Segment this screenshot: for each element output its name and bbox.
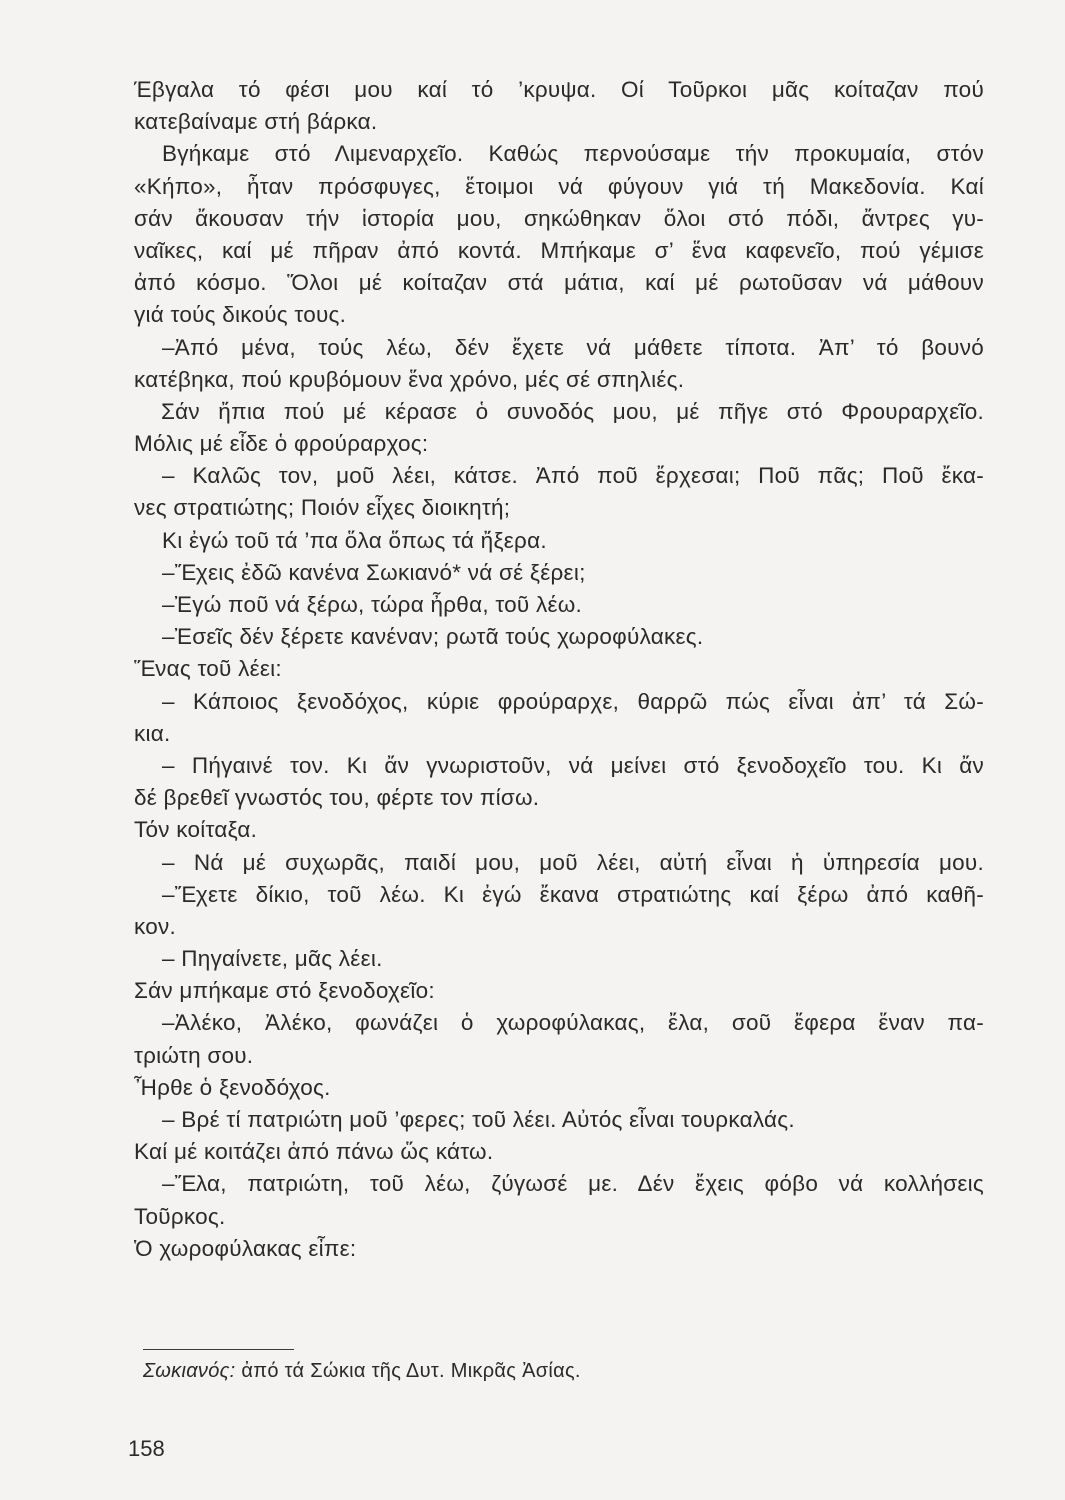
text-line: Βγήκαμε στό Λιμεναρχεῖο. Καθώς περνούσαμε τήν προκυμαία, στόν [162, 141, 984, 167]
footnote-text: ἀπό τά Σώκια τῆς Δυτ. Μικρᾶς Ἀσίας. [235, 1360, 581, 1382]
text-line: –Ἐσεῖς δέν ξέρετε κανέναν; ρωτᾶ τούς χωροφύλακες. [162, 624, 704, 650]
text-line: κατέβηκα, πού κρυβόμουν ἕνα χρόνο, μές σέ σπηλιές. [134, 366, 685, 392]
text-line: Έβγαλα τό φέσι μου καί τό ’κρυψα. Οί Τοῦρκοι μᾶς κοίταζαν πού [134, 77, 984, 102]
text-line: – Πήγαινέ τον. Κι ἄν γνωριστοῦν, νά μείνει στό ξενοδοχεῖο του. Κι ἄν [162, 752, 984, 778]
text-line: –Ἀπό μένα, τούς λέω, δέν ἔχετε νά μάθετε τίποτα. Ἀπ’ τό βουνό [162, 334, 984, 360]
text-line: – Βρέ τί πατριώτη μοῦ ’φερες; τοῦ λέει. Αὐτός εἶναι τουρκαλάς. [162, 1107, 795, 1132]
text-line: Σάν ἤπια πού μέ κέρασε ὁ συνοδός μου, μέ πῆγε στό Φρουραρχεῖο. [161, 398, 984, 424]
text-line: Ἕνας τοῦ λέει: [134, 656, 282, 682]
text-line: κια. [134, 720, 171, 746]
page-number: 158 [128, 1436, 165, 1461]
footnote-term: Σωκιανός: [143, 1360, 236, 1382]
text-line: Κι ἐγώ τοῦ τά ’πα ὅλα ὅπως τά ἤξερα. [162, 527, 547, 553]
text-line: σάν ἄκουσαν τήν ἱστορία μου, σηκώθηκαν ὅλοι στό πόδι, ἄντρες γυ- [134, 205, 984, 231]
text-line: Σάν μπήκαμε στό ξενοδοχεῖο: [134, 978, 435, 1004]
text-line: «Κήπο», ἦταν πρόσφυγες, ἕτοιμοι νά φύγουν γιά τή Μακεδονία. Καί [134, 173, 984, 199]
text-line: ἀπό κόσμο. Ὅλοι μέ κοίταζαν στά μάτια, καί μέ ρωτοῦσαν νά μάθουν [134, 270, 984, 296]
text-line: Τοῦρκος. [134, 1203, 226, 1229]
text-line: Καί μέ κοιτάζει ἀπό πάνω ὥς κάτω. [134, 1139, 494, 1165]
text-line: Μόλις μέ εἶδε ὁ φρούραρχος: [134, 431, 429, 457]
text-line: –Ἔλα, πατριώτη, τοῦ λέω, ζύγωσέ με. Δέν ἔχεις φόβο νά κολλήσεις [162, 1171, 984, 1197]
text-line: ναῖκες, καί μέ πῆραν ἀπό κοντά. Μπήκαμε σ’ ἕνα καφενεῖο, πού γέμισε [134, 237, 984, 263]
text-line: τριώτη σου. [134, 1042, 254, 1068]
text-line: – Νά μέ συχωρᾶς, παιδί μου, μοῦ λέει, αὐτή εἶναι ἡ ὑπηρεσία μου. [162, 849, 984, 875]
body-text [134, 74, 984, 1265]
text-line: νες στρατιώτης; Ποιόν εἶχες διοικητή; [134, 495, 511, 521]
text-line: γιά τούς δικούς τους. [134, 302, 347, 328]
text-line: Ὁ χωροφύλακας εἶπε: [134, 1235, 357, 1261]
text-line: –Ἐγώ ποῦ νά ξέρω, τώρα ἦρθα, τοῦ λέω. [162, 592, 583, 617]
text-line: –Ἔχεις ἐδῶ κανένα Σωκιανό* νά σέ ξέρει; [162, 559, 586, 585]
footnote [143, 1356, 581, 1386]
text-line: κατεβαίναμε στή βάρκα. [134, 109, 378, 135]
text-line: – Καλῶς τον, μοῦ λέει, κάτσε. Ἀπό ποῦ ἔρχεσαι; Ποῦ πᾶς; Ποῦ ἔκα- [162, 463, 984, 489]
footnote-divider [143, 1349, 294, 1350]
text-line: δέ βρεθεῖ γνωστός του, φέρτε τον πίσω. [134, 785, 540, 811]
text-line: κον. [134, 913, 176, 939]
text-line: –Ἀλέκο, Ἀλέκο, φωνάζει ὁ χωροφύλακας, ἔλα, σοῦ ἔφερα ἕναν πα- [162, 1010, 984, 1036]
text-line: – Πηγαίνετε, μᾶς λέει. [162, 946, 383, 972]
text-line: –Ἔχετε δίκιο, τοῦ λέω. Κι ἐγώ ἔκανα στρατιώτης καί ξέρω ἀπό καθῆ- [162, 881, 984, 907]
text-line: Τόν κοίταξα. [134, 817, 258, 843]
text-line: – Κάποιος ξενοδόχος, κύριε φρούραρχε, θαρρῶ πώς εἶναι ἀπ’ τά Σώ- [162, 688, 984, 714]
text-line: Ἦρθε ὁ ξενοδόχος. [134, 1074, 331, 1100]
